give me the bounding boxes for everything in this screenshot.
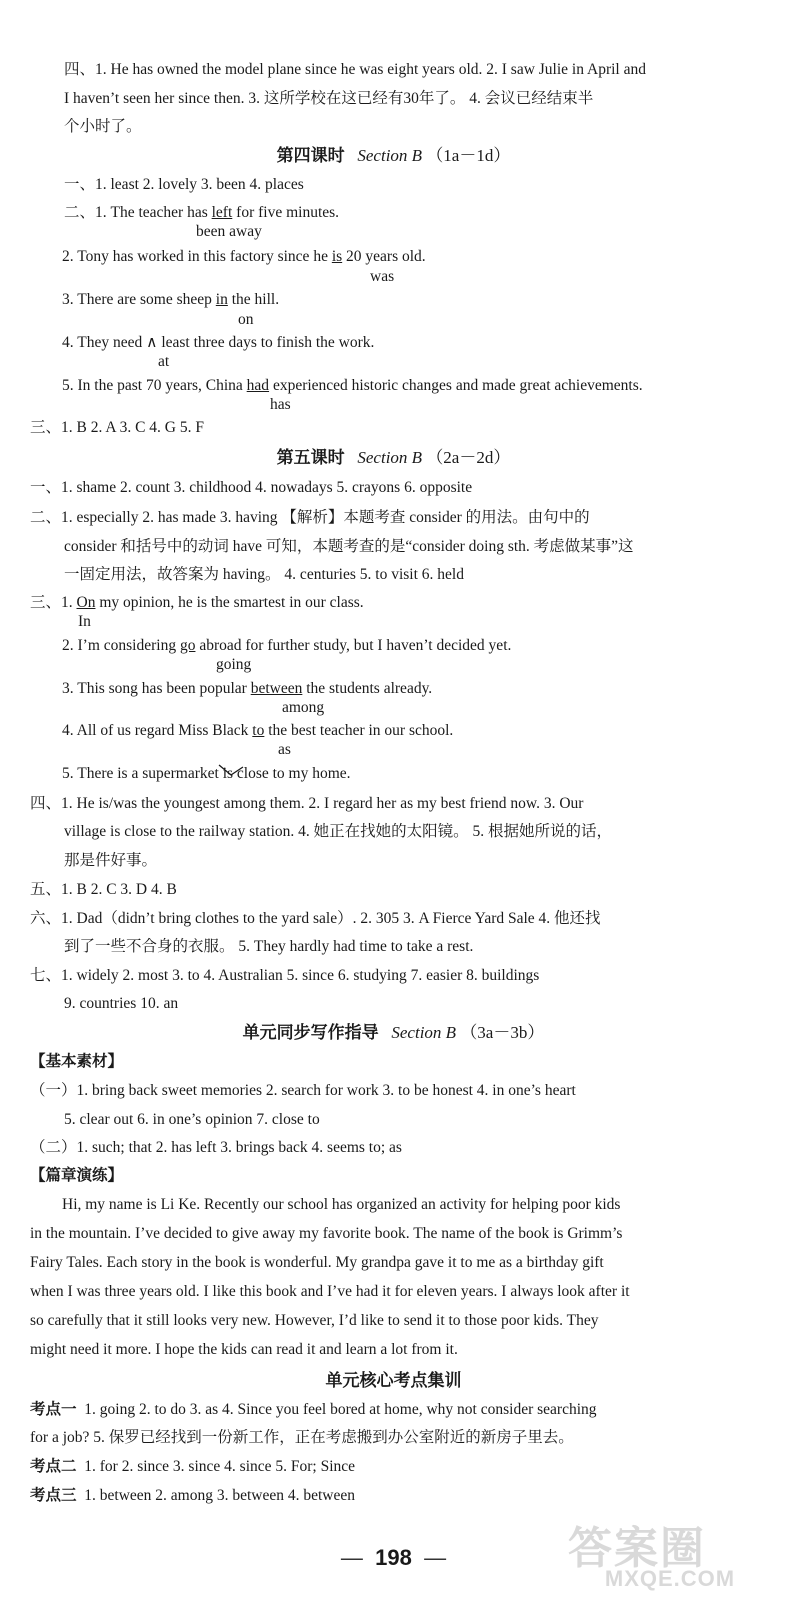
exercise-line: 那是件好事。 <box>64 852 158 869</box>
key-point-label: 考点二 <box>30 1458 77 1475</box>
sentence-part: close to my home. <box>233 765 351 782</box>
dash: — <box>340 1545 363 1570</box>
exercise-line: 五、1. B 2. C 3. D 4. B <box>30 881 177 898</box>
page-number-value: 198 <box>375 1545 412 1570</box>
key-point-label: 考点三 <box>30 1487 77 1504</box>
lesson-range: （1a－1d） <box>426 146 511 165</box>
lesson-section: Section B <box>357 146 423 165</box>
lesson-title: 单元同步写作指导 <box>242 1023 379 1042</box>
error-word: between <box>250 680 303 697</box>
material-line: 5. clear out 6. in one’s opinion 7. close to <box>64 1111 320 1128</box>
correction-line <box>30 593 364 613</box>
sentence-part: the best teacher in our school. <box>264 722 454 739</box>
error-word: had <box>246 377 270 394</box>
sentence-part: my opinion, he is the smartest in our class. <box>95 594 364 611</box>
material-line: （二）1. such; that 2. has left 3. brings back 4. seems to; as <box>30 1139 402 1156</box>
sentence-part: 3. This song has been popular <box>62 680 251 697</box>
lesson-heading <box>0 1022 787 1044</box>
sentence-part: 20 years old. <box>342 248 426 265</box>
lesson-heading <box>0 447 787 469</box>
sentence-part: 4. They need <box>62 334 147 351</box>
essay-line: so carefully that it still looks very new. However, I’d like to send it to those poor kids. They <box>30 1312 599 1329</box>
key-point-line <box>30 1400 597 1420</box>
delete-mark-icon <box>217 763 247 779</box>
key-point-line <box>30 1457 355 1477</box>
exercise-line: 四、1. He is/was the youngest among them. 2. I regard her as my best friend now. 3. Our <box>30 795 584 812</box>
essay-line: Hi, my name is Li Ke. Recently our school has organized an activity for helping poor kids <box>62 1196 621 1213</box>
correction-word: as <box>278 741 291 758</box>
exercise-line: 9. countries 10. an <box>64 995 179 1012</box>
watermark <box>560 1508 780 1598</box>
exercise-line: 三、1. B 2. A 3. C 4. G 5. F <box>30 419 204 436</box>
correction-word: has <box>270 396 291 413</box>
exercise-line: village is close to the railway station. 4. 她正在找她的太阳镜。 5. 根据她所说的话， <box>64 823 613 840</box>
error-word: is <box>331 248 343 265</box>
essay-line: might need it more. I hope the kids can read it and learn a lot from it. <box>30 1341 458 1358</box>
sentence-part: 二、1. The teacher has <box>64 204 212 221</box>
lesson-title: 第五课时 <box>276 448 345 467</box>
sentence-part: experienced historic changes and made great achievements. <box>269 377 643 394</box>
correction-line <box>62 376 643 396</box>
exercise-line: 七、1. widely 2. most 3. to 4. Australian 5. since 6. studying 7. easier 8. buildings <box>30 967 540 984</box>
exercise-line: 到了一些不合身的衣服。 5. They hardly had time to take a rest. <box>64 938 474 955</box>
exercise-line: 一、1. least 2. lovely 3. been 4. places <box>64 176 304 193</box>
sentence-part: the students already. <box>302 680 433 697</box>
sentence-part: 2. Tony has worked in this factory since he <box>62 248 332 265</box>
dash: — <box>424 1545 447 1570</box>
material-line: （一）1. bring back sweet memories 2. search for work 3. to be honest 4. in one’s heart <box>30 1082 576 1099</box>
correction-line <box>62 333 374 353</box>
watermark-url: MXQE.COM <box>604 1566 736 1591</box>
correction-word: In <box>78 613 91 630</box>
correction-word: at <box>158 353 170 370</box>
error-word: On <box>76 594 96 611</box>
correction-word: among <box>282 699 325 716</box>
sentence-part: 5. In the past 70 years, China <box>62 377 247 394</box>
error-word: left <box>211 204 233 221</box>
lesson-section: Section B <box>391 1023 457 1042</box>
error-word: go <box>179 637 196 654</box>
key-point-line <box>30 1486 355 1506</box>
correction-line <box>62 721 453 741</box>
lesson-range: （3a－3b） <box>460 1023 545 1042</box>
correction-line <box>62 679 432 699</box>
watermark-logo: 答案圈 <box>568 1523 706 1574</box>
sentence-part: for five minutes. <box>232 204 340 221</box>
correction-line <box>62 290 279 310</box>
lesson-range: （2a－2d） <box>426 448 511 467</box>
sentence-part: the hill. <box>227 291 280 308</box>
error-word: to <box>252 722 265 739</box>
correction-line <box>64 203 339 223</box>
text-line: 个小时了。 <box>64 118 142 135</box>
deleted-word <box>223 765 233 782</box>
correction-word: was <box>370 268 395 285</box>
key-point-text: 1. between 2. among 3. between 4. between <box>84 1487 355 1504</box>
sentence-part: least three days to finish the work. <box>157 334 375 351</box>
exercise-line: 一、1. shame 2. count 3. childhood 4. nowadays 5. crayons 6. opposite <box>30 479 473 496</box>
insert-mark: ∧ <box>146 334 158 351</box>
sentence-part: 2. I’m considering <box>62 637 180 654</box>
exercise-line: 一固定用法，故答案为 having。 4. centuries 5. to visit 6. held <box>64 566 464 583</box>
key-point-text: 1. for 2. since 3. since 4. since 5. For; Since <box>84 1458 356 1475</box>
section-label: 【篇章演练】 <box>30 1167 124 1184</box>
lesson-title: 第四课时 <box>276 146 345 165</box>
text-line: 四、1. He has owned the model plane since he was eight years old. 2. I saw Julie in April and <box>64 61 646 78</box>
error-word: is <box>222 765 234 782</box>
lesson-heading <box>0 1370 787 1392</box>
error-word: in <box>215 291 228 308</box>
key-point-line: for a job? 5. 保罗已经找到一份新工作，正在考虑搬到办公室附近的新房子里去。 <box>30 1429 574 1446</box>
text-line: I haven’t seen her since then. 3. 这所学校在这已经有30年了。 4. 会议已经结束半 <box>64 90 594 107</box>
correction-line <box>62 247 426 267</box>
sentence-part: 4. All of us regard Miss Black <box>62 722 253 739</box>
lesson-title: 单元核心考点集训 <box>325 1371 462 1390</box>
key-point-label: 考点一 <box>30 1401 77 1418</box>
sentence-part: 三、1. <box>30 594 77 611</box>
essay-line: Fairy Tales. Each story in the book is wonderful. My grandpa gave it to me as a birthday gift <box>30 1254 604 1271</box>
essay-line: when I was three years old. I like this book and I’ve had it for eleven years. I always look after it <box>30 1283 630 1300</box>
section-label: 【基本素材】 <box>30 1053 124 1070</box>
sentence-part: abroad for further study, but I haven’t decided yet. <box>195 637 512 654</box>
correction-line <box>62 636 511 656</box>
sentence-part: 3. There are some sheep <box>62 291 216 308</box>
lesson-section: Section B <box>357 448 423 467</box>
correction-word: going <box>216 656 252 673</box>
lesson-heading <box>0 145 787 167</box>
essay-line: in the mountain. I’ve decided to give away my favorite book. The name of the book is Grimm’s <box>30 1225 623 1242</box>
correction-word: on <box>238 311 254 328</box>
exercise-line: 六、1. Dad（didn’t bring clothes to the yard sale）. 2. 305 3. A Fierce Yard Sale 4. 他还找 <box>30 910 601 927</box>
correction-word: been away <box>196 223 262 240</box>
exercise-line: consider 和括号中的动词 have 可知，本题考查的是“consider doing sth. 考虑做某事”这 <box>64 538 634 555</box>
exercise-line: 二、1. especially 2. has made 3. having 【解析】本题考查 consider 的用法。由句中的 <box>30 509 590 526</box>
sentence-part: 5. There is a supermarket <box>62 765 223 782</box>
key-point-text: 1. going 2. to do 3. as 4. Since you feel bored at home, why not consider searching <box>84 1401 597 1418</box>
correction-line <box>62 764 351 784</box>
